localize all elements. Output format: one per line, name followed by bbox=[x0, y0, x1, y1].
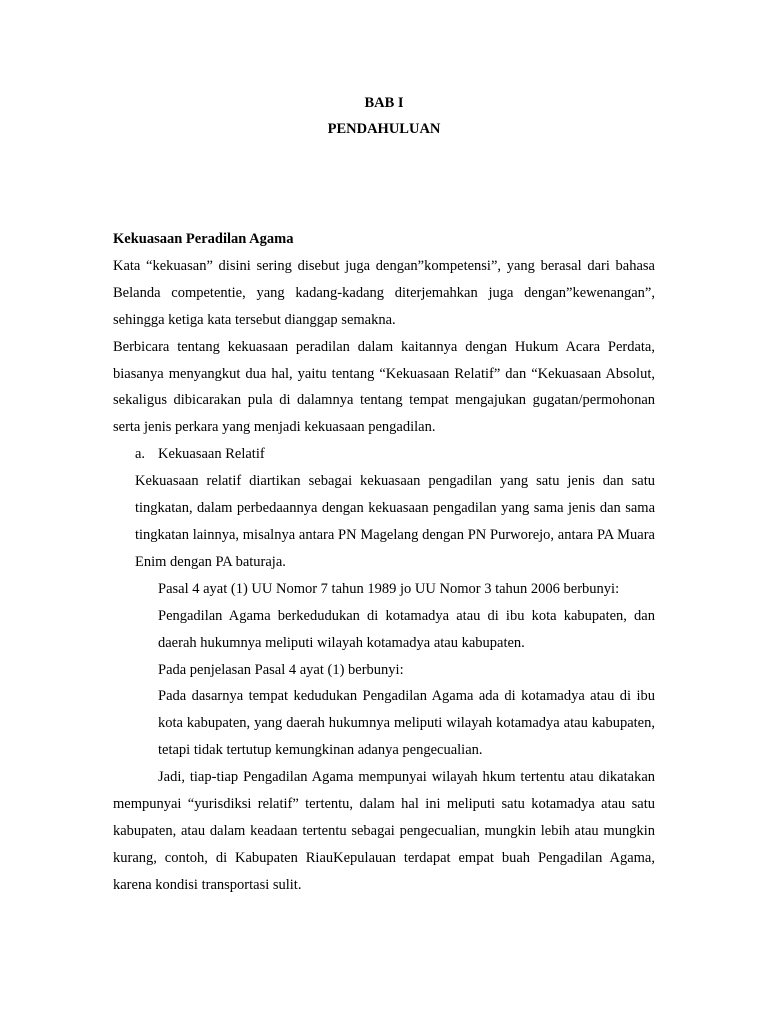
chapter-number: BAB I bbox=[364, 95, 404, 111]
list-item-kekuasaan-relatif bbox=[135, 441, 655, 468]
closing-paragraph: Jadi, tiap-tiap Pengadilan Agama mempunyai wilayah hkum tertentu atau dikatakan mempunyai “yurisdiksi relatif” tertentu, dalam hal ini meliputi satu kotamadya atau satu kabupaten, atau dalam keadaan tertentu sebagai pengecualian, mungkin lebih atau mungkin kurang, contoh, di Kabupaten RiauKepulauan terdapat empat buah Pengadilan Agama, karena kondisi transportasi sulit. bbox=[113, 769, 655, 893]
pasal-intro: Pasal 4 ayat (1) UU Nomor 7 tahun 1989 jo UU Nomor 3 tahun 2006 berbunyi: bbox=[158, 580, 620, 597]
pasal-text: Pengadilan Agama berkedudukan di kotamadya atau di ibu kota kabupaten, dan daerah hukumnya meliputi wilayah kotamadya atau kabupaten. bbox=[158, 607, 655, 651]
document-body bbox=[113, 226, 655, 899]
list-marker: a. bbox=[135, 446, 146, 463]
paragraph-kekuasaan-relatif: Kekuasaan relatif diartikan sebagai kekuasaan pengadilan yang satu jenis dan satu tingkatan, dalam perbedaannya dengan kekuasaan pengadilan yang sama jenis dan sama tingkatan lainnya, misalnya antara PN Magelang dengan PN Purworejo, antara PA Muara Enim dengan PA baturaja. bbox=[135, 473, 655, 570]
penjelasan-text: Pada dasarnya tempat kedudukan Pengadilan Agama ada di kotamadya atau di ibu kota kabupaten, yang daerah hukumnya meliputi wilayah kotamadya atau kabupaten, tetapi tidak tertutup kemungkinan adanya pengecualian. bbox=[158, 688, 655, 759]
penjelasan-intro: Pada penjelasan Pasal 4 ayat (1) berbunyi: bbox=[158, 661, 404, 678]
chapter-title: PENDAHULUAN bbox=[327, 121, 441, 137]
paragraph-kompetensi: Kata “kekuasan” disini sering disebut juga dengan”kompetensi”, yang berasal dari bahasa Belanda competentie, yang kadang-kadang diterjemahkan juga dengan”kewenangan”, sehingga ketiga kata tersebut dianggap semakna. bbox=[113, 257, 655, 328]
paragraph-kekuasaan-peradilan: Berbicara tentang kekuasaan peradilan dalam kaitannya dengan Hukum Acara Perdata, biasanya menyangkut dua hal, yaitu tentang “Kekuasaan Relatif” dan “Kekuasaan Absolut, sekaligus dibicarakan pula di dalamnya tentang tempat mengajukan gugatan/permohonan serta jenis perkara yang menjadi kekuasaan pengadilan. bbox=[113, 338, 655, 436]
section-title: Kekuasaan Peradilan Agama bbox=[113, 231, 294, 247]
list-item-label: Kekuasaan Relatif bbox=[158, 446, 265, 463]
